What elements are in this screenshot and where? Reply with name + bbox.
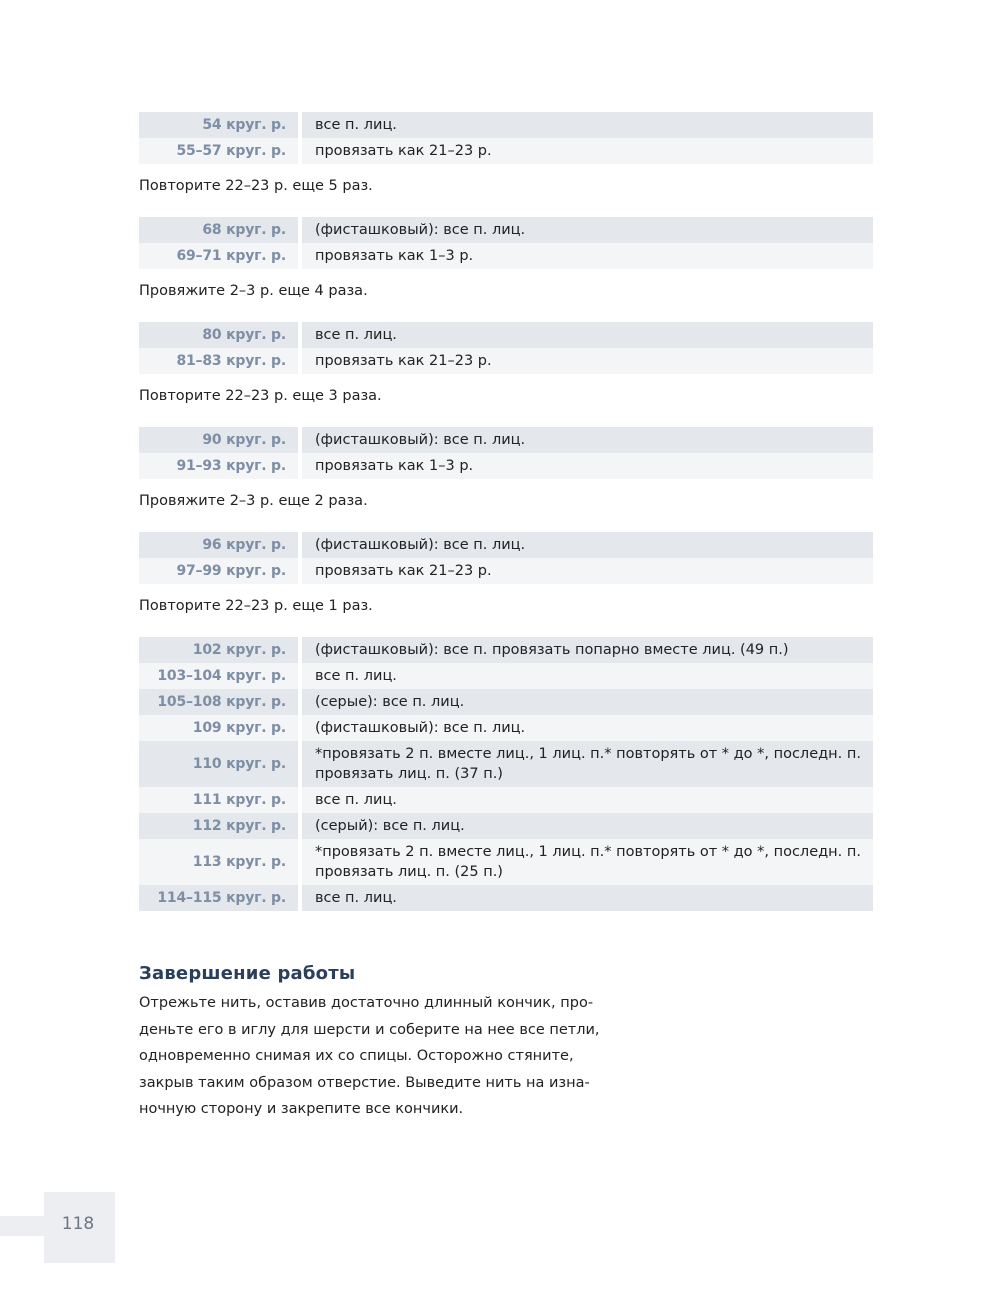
table-row [139, 558, 873, 584]
table-row [139, 532, 873, 558]
table-row [139, 787, 873, 813]
row-label: 69–71 круг. р. [139, 243, 298, 269]
row-label: 55–57 круг. р. [139, 138, 298, 164]
row-label: 109 круг. р. [139, 715, 298, 741]
table-row [139, 138, 873, 164]
repeat-note: Повторите 22–23 р. еще 5 раз. [139, 178, 373, 194]
row-text: все п. лиц. [302, 885, 873, 911]
row-table [139, 217, 873, 269]
repeat-note: Провяжите 2–3 р. еще 4 раза. [139, 283, 368, 299]
repeat-note: Повторите 22–23 р. еще 3 раза. [139, 388, 382, 404]
table-row [139, 885, 873, 911]
table-row [139, 663, 873, 689]
row-label: 113 круг. р. [139, 839, 298, 885]
row-text: все п. лиц. [302, 787, 873, 813]
section-heading: Завершение работы [139, 963, 356, 984]
table-row [139, 637, 873, 663]
table-row [139, 427, 873, 453]
row-text: (фисташковый): все п. лиц. [302, 715, 873, 741]
row-label: 80 круг. р. [139, 322, 298, 348]
table-row [139, 453, 873, 479]
table-row [139, 243, 873, 269]
row-table [139, 322, 873, 374]
row-label: 112 круг. р. [139, 813, 298, 839]
paragraph-line: одновременно снимая их со спицы. Осторожно стяните, [139, 1048, 574, 1064]
paragraph-line: Отрежьте нить, оставив достаточно длинный кончик, про- [139, 995, 594, 1011]
row-text: все п. лиц. [302, 322, 873, 348]
table-row [139, 322, 873, 348]
paragraph-line: закрыв таким образом отверстие. Выведите нить на изна- [139, 1074, 590, 1091]
row-label: 81–83 круг. р. [139, 348, 298, 374]
row-text: (серый): все п. лиц. [302, 813, 873, 839]
repeat-note: Повторите 22–23 р. еще 1 раз. [139, 598, 373, 614]
section-paragraph [139, 990, 619, 1123]
table-row [139, 715, 873, 741]
row-text: (серые): все п. лиц. [302, 689, 873, 715]
row-label: 90 круг. р. [139, 427, 298, 453]
table-row [139, 348, 873, 374]
row-text: (фисташковый): все п. лиц. [302, 427, 873, 453]
table-row [139, 813, 873, 839]
row-text: *провязать 2 п. вместе лиц., 1 лиц. п.* повторять от * до *, последн. п. провязать лиц. п. (25 п.) [302, 839, 873, 885]
row-label: 114–115 круг. р. [139, 885, 298, 911]
row-text: *провязать 2 п. вместе лиц., 1 лиц. п.* повторять от * до *, последн. п. провязать лиц. п. (37 п.) [302, 741, 873, 787]
row-table [139, 532, 873, 584]
row-label: 102 круг. р. [139, 637, 298, 663]
page-number: 118 [61, 1214, 95, 1234]
row-label: 97–99 круг. р. [139, 558, 298, 584]
paragraph-line: ночную сторону и закрепите все кончики. [139, 1101, 464, 1117]
table-row [139, 217, 873, 243]
row-table [139, 637, 873, 911]
table-row [139, 839, 873, 885]
row-label: 103–104 круг. р. [139, 663, 298, 689]
table-row [139, 741, 873, 787]
row-text: (фисташковый): все п. лиц. [302, 217, 873, 243]
row-label: 91–93 круг. р. [139, 453, 298, 479]
row-text: провязать как 1–3 р. [302, 453, 873, 479]
row-text: провязать как 21–23 р. [302, 348, 873, 374]
table-row [139, 112, 873, 138]
row-text: провязать как 21–23 р. [302, 558, 873, 584]
row-table [139, 112, 873, 164]
row-label: 68 круг. р. [139, 217, 298, 243]
row-text: (фисташковый): все п. лиц. [302, 532, 873, 558]
row-label: 54 круг. р. [139, 112, 298, 138]
row-text: все п. лиц. [302, 112, 873, 138]
row-label: 110 круг. р. [139, 741, 298, 787]
table-row [139, 689, 873, 715]
row-label: 111 круг. р. [139, 787, 298, 813]
repeat-note: Провяжите 2–3 р. еще 2 раза. [139, 493, 368, 509]
row-label: 105–108 круг. р. [139, 689, 298, 715]
row-text: все п. лиц. [302, 663, 873, 689]
pattern-instructions [139, 112, 873, 911]
row-text: (фисташковый): все п. провязать попарно вместе лиц. (49 п.) [302, 637, 873, 663]
row-text: провязать как 21–23 р. [302, 138, 873, 164]
row-text: провязать как 1–3 р. [302, 243, 873, 269]
paragraph-line: деньте его в иглу для шерсти и соберите на нее все петли, [139, 1021, 600, 1038]
row-label: 96 круг. р. [139, 532, 298, 558]
page-number-strip [0, 1216, 44, 1236]
row-table [139, 427, 873, 479]
